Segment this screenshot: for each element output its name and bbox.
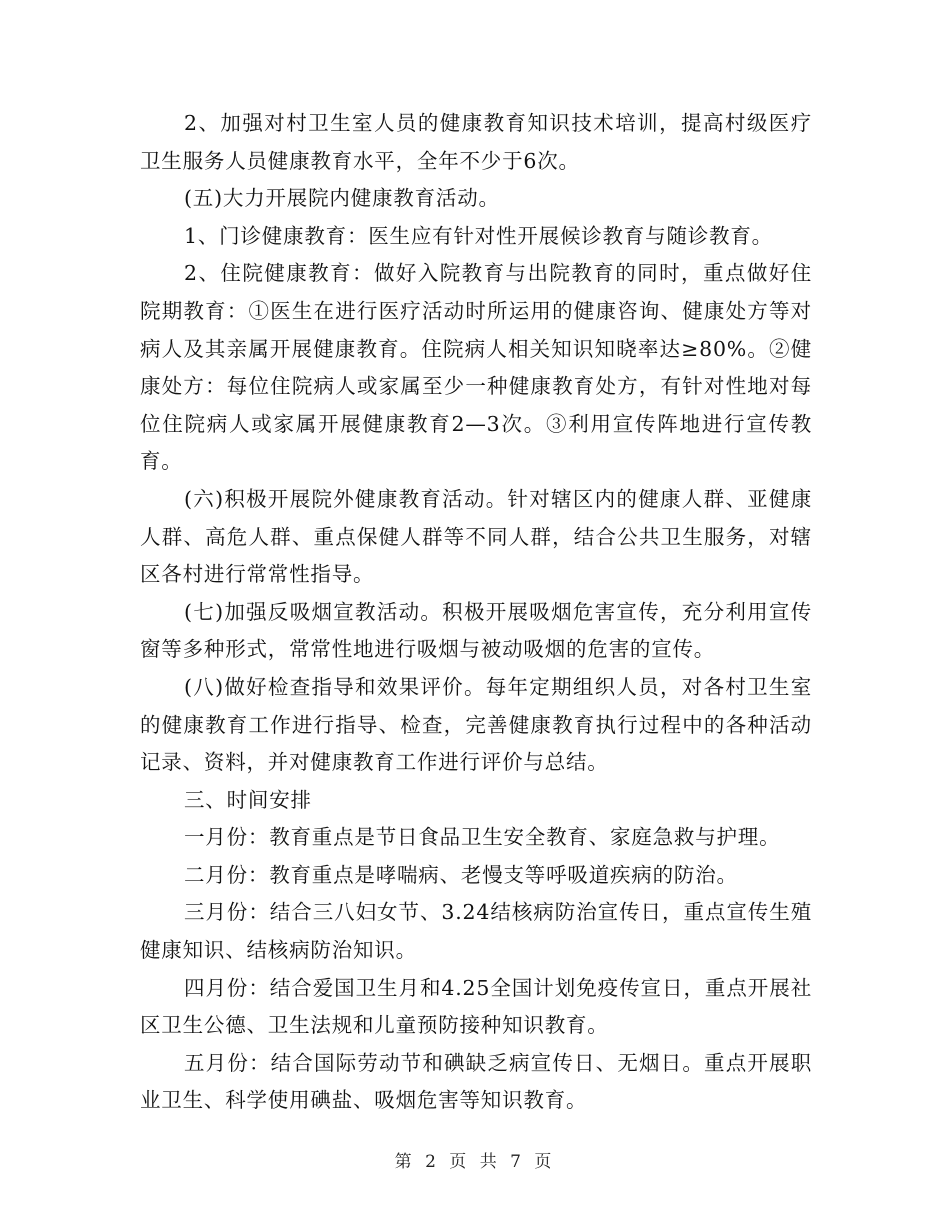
- schedule-march: 三月份：结合三八妇女节、3.24结核病防治宣传日，重点宣传生殖健康知识、结核病防治知识。: [140, 900, 812, 963]
- schedule-april: 四月份：结合爱国卫生月和4.25全国计划免疫传宣日，重点开展社区卫生公德、卫生法规和儿童预防接种知识教育。: [140, 975, 812, 1038]
- paragraph-section-six: (六)积极开展院外健康教育活动。针对辖区内的健康人群、亚健康人群、高危人群、重点保健人群等不同人群，结合公共卫生服务，对辖区各村进行常常性指导。: [140, 486, 812, 587]
- schedule-may: 五月份：结合国际劳动节和碘缺乏病宣传日、无烟日。重点开展职业卫生、科学使用碘盐、吸烟危害等知识教育。: [140, 1050, 812, 1113]
- page-number-footer: 第 2 页 共 7 页: [394, 1152, 556, 1172]
- paragraph-section-eight: (八)做好检查指导和效果评价。每年定期组织人员，对各村卫生室的健康教育工作进行指导、检查，完善健康教育执行过程中的各种活动记录、资料，并对健康教育工作进行评价与总结。: [140, 674, 812, 775]
- document-body: [140, 105, 812, 1120]
- paragraph-outpatient-education: 1、门诊健康教育：医生应有针对性开展候诊教育与随诊教育。: [184, 223, 773, 248]
- paragraph-section-seven: (七)加强反吸烟宣教活动。积极开展吸烟危害宣传，充分利用宣传窗等多种形式，常常性地进行吸烟与被动吸烟的危害的宣传。: [140, 599, 812, 662]
- schedule-january: 一月份：教育重点是节日食品卫生安全教育、家庭急救与护理。: [184, 825, 781, 850]
- paragraph-section-five-heading: (五)大力开展院内健康教育活动。: [184, 186, 500, 211]
- paragraph-village-clinic-training: 2、加强对村卫生室人员的健康教育知识技术培训，提高村级医疗卫生服务人员健康教育水平，全年不少于6次。: [140, 111, 812, 173]
- schedule-february: 二月份：教育重点是哮喘病、老慢支等呼吸道疾病的防治。: [184, 862, 738, 887]
- paragraph-inpatient-education: 2、住院健康教育：做好入院教育与出院教育的同时，重点做好住院期教育：①医生在进行医疗活动时所运用的健康咨询、健康处方等对病人及其亲属开展健康教育。住院病人相关知识知晓率达≥80%。②健康处方：每位住院病人或家属至少一种健康教育处方，有针对性地对每位住院病人或家属开展健康教育2—3次。③利用宣传阵地进行宣传教育。: [140, 261, 812, 474]
- section-heading-schedule: 三、时间安排: [184, 787, 312, 812]
